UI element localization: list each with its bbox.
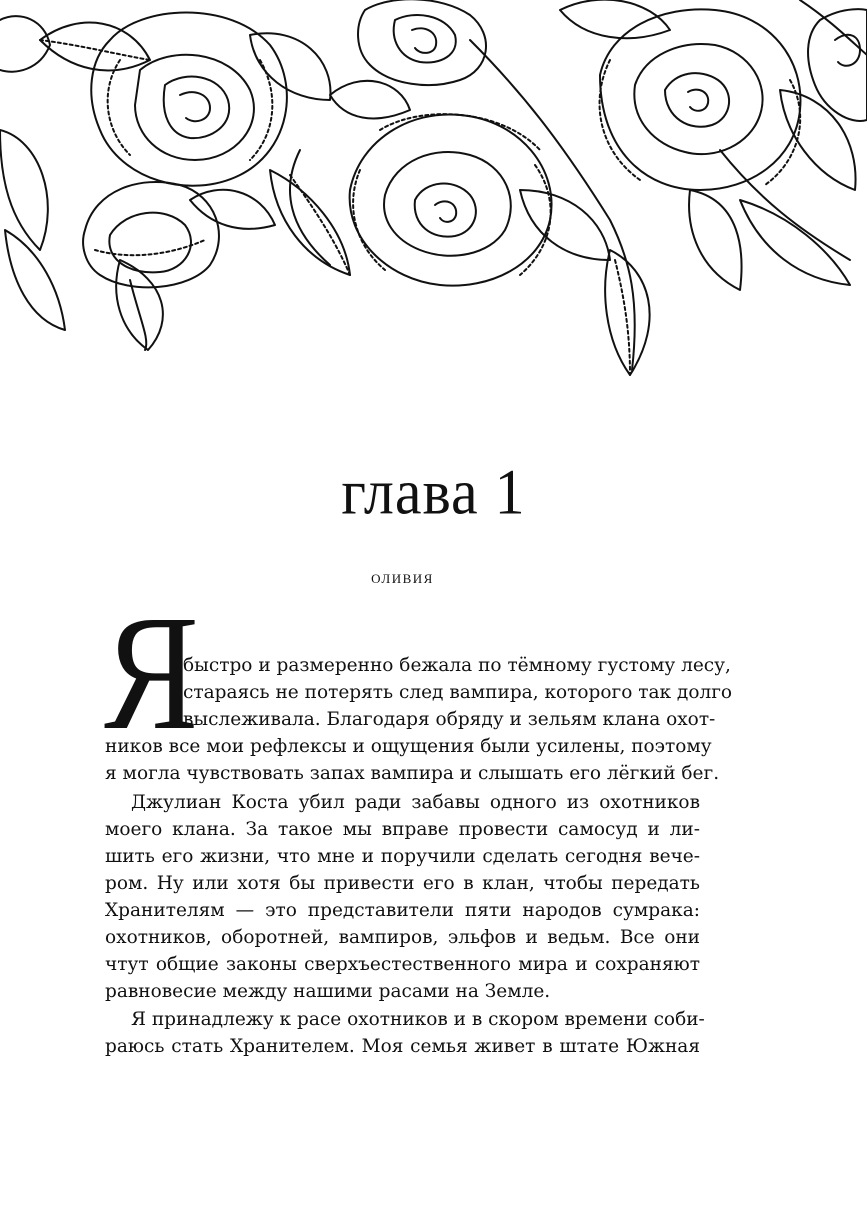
body-line: равновесие между нашими расами на Земле.	[105, 981, 551, 1002]
body-line: Я принадлежу к расе охотников и в скором времени соби-	[131, 1009, 705, 1030]
body-line: ников все мои рефлексы и ощущения были усилены, поэтому	[105, 736, 712, 757]
body-line: выслеживала. Благодаря обряду и зельям клана охот-	[183, 709, 716, 730]
body-line: охотников, оборотней, вампиров, эльфов и ведьм. Все они	[105, 927, 700, 948]
body-line: я могла чувствовать запах вампира и слышать его лёгкий бег.	[105, 763, 720, 784]
rose-border-illustration	[0, 0, 867, 390]
body-line: Джулиан Коста убил ради забавы одного из охотников	[131, 792, 700, 813]
chapter-title: глава 1	[341, 456, 526, 528]
body-line: ром. Ну или хотя бы привести его в клан, чтобы передать	[105, 873, 700, 894]
body-line: стараясь не потерять след вампира, которого так долго	[183, 682, 733, 703]
drop-cap: Я	[104, 581, 199, 764]
body-line: Хранителям — это представители пяти народов сумрака:	[105, 900, 700, 921]
body-line: быстро и размеренно бежала по тёмному густому лесу,	[183, 655, 731, 676]
body-line: чтут общие законы сверхъестественного мира и сохраняют	[105, 954, 700, 975]
body-line: моего клана. За такое мы вправе провести самосуд и ли-	[105, 819, 700, 840]
body-line: раюсь стать Хранителем. Моя семья живет в штате Южная	[105, 1036, 700, 1057]
body-line: шить его жизни, что мне и поручили сделать сегодня вече-	[105, 846, 700, 867]
chapter-pov-name: оливия	[371, 567, 434, 588]
